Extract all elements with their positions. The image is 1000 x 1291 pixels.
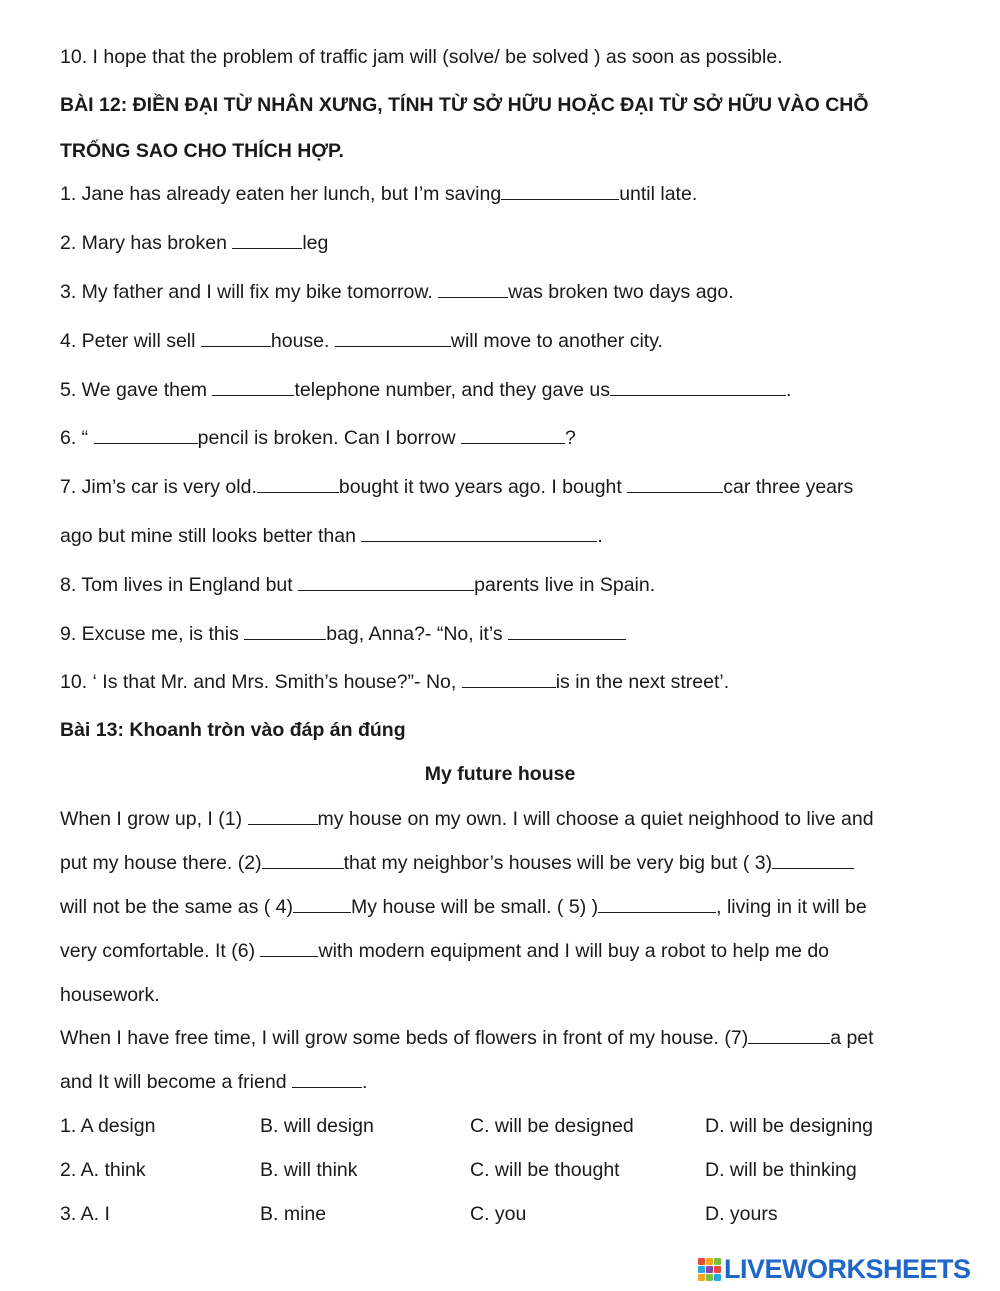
passage-line-3: will not be the same as ( 4) My house will be small. ( 5) ) , living in it will be <box>60 896 867 918</box>
passage-blank-4[interactable] <box>293 895 351 913</box>
bai12-sentence-5: 5. We gave them telephone number, and they gave us . <box>60 379 792 401</box>
logo-text: LIVEWORKSHEETS <box>724 1253 971 1284</box>
option-3b[interactable]: B. mine <box>260 1203 327 1225</box>
passage-blank-1[interactable] <box>248 807 318 825</box>
answer-blank-7c[interactable] <box>361 524 597 542</box>
option-2b[interactable]: B. will think <box>260 1159 358 1181</box>
bai12-sentence-2: 2. Mary has broken leg <box>60 232 329 254</box>
bai12-sentence-1: 1. Jane has already eaten her lunch, but I’m saving until late. <box>60 183 698 205</box>
answer-blank-9a[interactable] <box>244 622 326 640</box>
passage-line-5: housework. <box>60 984 160 1006</box>
logo-grid-icon <box>698 1258 721 1281</box>
answer-blank-9b[interactable] <box>508 622 626 640</box>
passage-blank-8[interactable] <box>292 1070 362 1088</box>
liveworksheets-logo <box>698 1252 971 1286</box>
passage-line-2: put my house there. (2) that my neighbor’s houses will be very big but ( 3) <box>60 851 854 875</box>
bai12-heading-line1: BÀI 12: ĐIỀN ĐẠI TỪ NHÂN XƯNG, TÍNH TỪ SỞ HỮU HOẶC ĐẠI TỪ SỞ HỮU VÀO CHỖ <box>60 94 869 116</box>
option-3c[interactable]: C. you <box>470 1203 527 1225</box>
option-1a[interactable]: 1. A design <box>60 1115 156 1137</box>
answer-blank-8[interactable] <box>298 573 474 591</box>
passage-line-7: and It will become a friend . <box>60 1071 368 1093</box>
bai12-sentence-7-cont: ago but mine still looks better than . <box>60 525 603 547</box>
answer-blank-4b[interactable] <box>335 329 451 347</box>
answer-blank-7a[interactable] <box>257 475 339 493</box>
bai12-sentence-7: 7. Jim’s car is very old. bought it two years ago. I bought car three years <box>60 476 854 498</box>
bai13-heading: Bài 13: Khoanh tròn vào đáp án đúng <box>60 719 406 741</box>
passage-line-6: When I have free time, I will grow some beds of flowers in front of my house. (7) a pet <box>60 1027 874 1049</box>
answer-blank-6b[interactable] <box>461 426 565 444</box>
option-1b[interactable]: B. will design <box>260 1115 374 1137</box>
passage-line-4: very comfortable. It (6) with modern equipment and I will buy a robot to help me do <box>60 940 830 962</box>
answer-blank-7b[interactable] <box>627 475 723 493</box>
option-1d[interactable]: D. will be designing <box>705 1115 874 1137</box>
passage-title: My future house <box>424 763 576 785</box>
answer-blank-1[interactable] <box>501 182 619 200</box>
option-2d[interactable]: D. will be thinking <box>705 1159 857 1181</box>
answer-blank-5a[interactable] <box>212 378 294 396</box>
bai12-sentence-6: 6. “ pencil is broken. Can I borrow ? <box>60 427 576 449</box>
passage-blank-5[interactable] <box>598 895 716 913</box>
passage-blank-3[interactable] <box>772 851 854 869</box>
option-1c[interactable]: C. will be designed <box>470 1115 634 1137</box>
bai12-sentence-4: 4. Peter will sell house. will move to another city. <box>60 330 663 352</box>
passage-line-1: When I grow up, I (1) my house on my own. I will choose a quiet neighhood to live and <box>60 808 874 830</box>
prev-question-10: 10. I hope that the problem of traffic jam will (solve/ be solved ) as soon as possible. <box>60 46 783 68</box>
bai12-sentence-10: 10. ‘ Is that Mr. and Mrs. Smith’s house?”- No, is in the next street’. <box>60 671 730 693</box>
answer-blank-3[interactable] <box>438 280 508 298</box>
option-2c[interactable]: C. will be thought <box>470 1159 620 1181</box>
answer-blank-6a[interactable] <box>94 426 198 444</box>
answer-blank-10[interactable] <box>462 670 556 688</box>
passage-blank-6[interactable] <box>260 939 318 957</box>
option-3d[interactable]: D. yours <box>705 1203 778 1225</box>
option-3a[interactable]: 3. A. I <box>60 1203 110 1225</box>
bai12-sentence-3: 3. My father and I will fix my bike tomorrow. was broken two days ago. <box>60 281 734 303</box>
bai12-heading-line2: TRỐNG SAO CHO THÍCH HỢP. <box>60 140 344 162</box>
bai12-sentence-8: 8. Tom lives in England but parents live in Spain. <box>60 574 656 596</box>
passage-blank-7[interactable] <box>748 1026 830 1044</box>
answer-blank-4a[interactable] <box>201 329 271 347</box>
answer-blank-5b[interactable] <box>610 378 786 396</box>
passage-blank-2[interactable] <box>262 851 344 869</box>
option-2a[interactable]: 2. A. think <box>60 1159 146 1181</box>
bai12-sentence-9: 9. Excuse me, is this bag, Anna?- “No, it’s <box>60 622 626 646</box>
answer-blank-2[interactable] <box>232 231 302 249</box>
